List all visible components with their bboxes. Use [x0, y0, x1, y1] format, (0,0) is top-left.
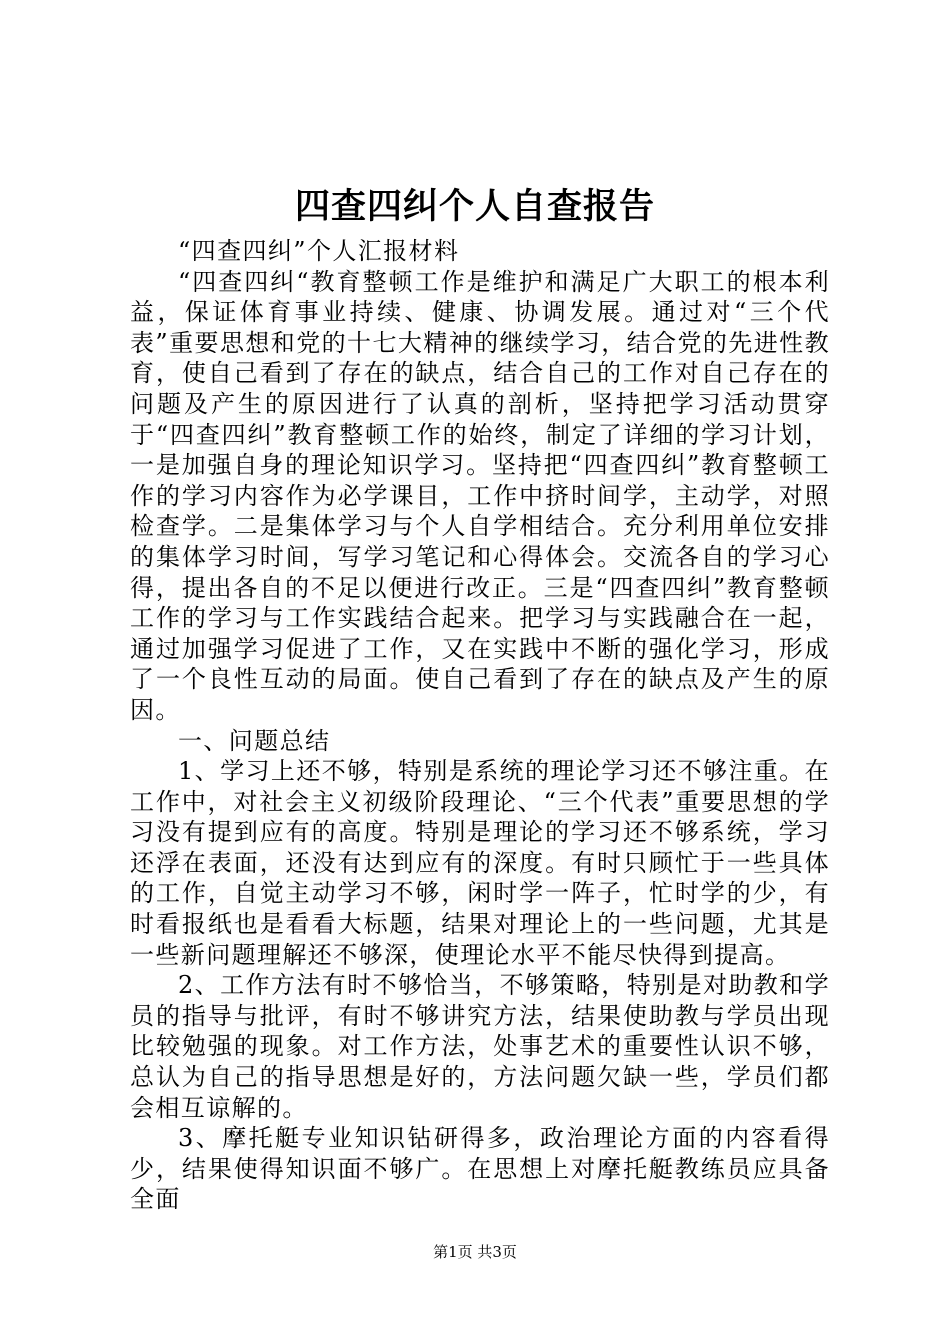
document-title: 四查四纠个人自查报告 — [294, 186, 655, 227]
page-footer: 第1页 共3页 — [433, 1243, 517, 1261]
paragraph-item-1: 1、学习上还不够，特别是系统的理论学习还不够注重。在工作中，对社会主义初级阶段理论、“三个代表”重要思想的学习没有提到应有的高度。特别是理论的学习还不够系统，学习还浮在表面，还没有达到应有的深度。有时只顾忙于一些具体的工作，自觉主动学习不够，闲时学一阵子，忙时学的少，有时看报纸也是看看大标题，结果对理论上的一些问题，尤其是一些新问题理解还不够深，使理论水平不能尽快得到提高。 — [130, 757, 830, 969]
paragraph-item-3: 3、摩托艇专业知识钻研得多，政治理论方面的内容看得少，结果使得知识面不够广。在思想上对摩托艇教练员应具备全面 — [130, 1124, 830, 1214]
paragraph-item-2: 2、工作方法有时不够恰当，不够策略，特别是对助教和学员的指导与批评，有时不够讲究方法，结果使助教与学员出现比较勉强的现象。对工作方法，处事艺术的重要性认识不够，总认为自己的指导思想是好的，方法问题欠缺一些，学员们都会相互谅解的。 — [130, 971, 830, 1122]
section-heading-problems: 一、问题总结 — [178, 726, 331, 755]
paragraph-subtitle: “四查四纠”个人汇报材料 — [178, 237, 460, 265]
document-body — [130, 236, 830, 1215]
paragraph-intro: “四查四纠“教育整顿工作是维护和满足广大职工的根本利益，保证体育事业持续、健康、协调发展。通过对“三个代表”重要思想和党的十七大精神的继续学习，结合党的先进性教育，使自己看到了存在的缺点，结合自己的工作对自己存在的问题及产生的原因进行了认真的剖析，坚持把学习活动贯穿于“四查四纠”教育整顿工作的始终，制定了详细的学习计划，一是加强自身的理论知识学习。坚持把“四查四纠”教育整顿工作的学习内容作为必学课目，工作中挤时间学，主动学，对照检查学。二是集体学习与个人自学相结合。充分利用单位安排的集体学习时间，写学习笔记和心得体会。交流各自的学习心得，提出各自的不足以便进行改正。三是“四查四纠”教育整顿工作的学习与工作实践结合起来。把学习与实践融合在一起，通过加强学习促进了工作，又在实践中不断的强化学习，形成了一个良性互动的局面。使自己看到了存在的缺点及产生的原因。 — [130, 267, 830, 724]
